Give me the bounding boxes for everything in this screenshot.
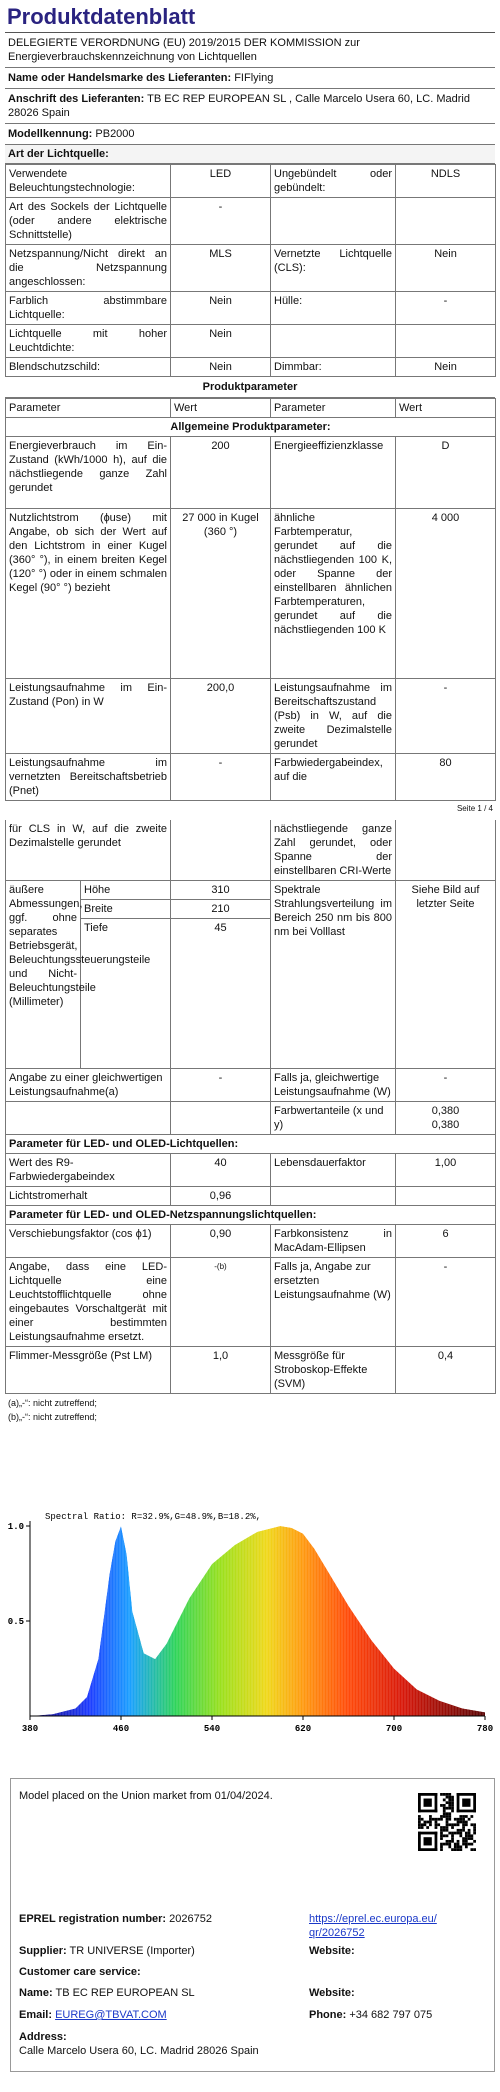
table-row bbox=[6, 292, 496, 325]
page-number: Seite 1 / 4 bbox=[456, 804, 493, 813]
life-label: Lebensdauerfaktor bbox=[271, 1154, 396, 1187]
phone-value: +34 682 797 075 bbox=[349, 2009, 433, 2021]
page-title: Produktdatenblatt bbox=[5, 0, 495, 33]
table-cell: NDLS bbox=[396, 165, 496, 198]
table-cell: Dimmbar: bbox=[271, 358, 396, 377]
table-row bbox=[6, 165, 496, 198]
params-table bbox=[5, 398, 496, 801]
col-param: Parameter bbox=[6, 399, 171, 418]
params-header-row bbox=[6, 399, 496, 418]
table-cell: - bbox=[396, 292, 496, 325]
maint-value: 0,96 bbox=[171, 1187, 271, 1206]
mains-section: Parameter für LED- und OLED-Netzspannungslichtquellen: bbox=[6, 1206, 496, 1225]
macadam-value: 6 bbox=[396, 1225, 496, 1258]
table-cell: Lichtquelle mit hoher Leuchtdichte: bbox=[6, 325, 171, 358]
spectral-chart bbox=[0, 1506, 500, 1756]
footnote-a: (a)„-“: nicht zutreffend; bbox=[8, 1398, 97, 1408]
table-row bbox=[6, 437, 496, 509]
r9-value: 40 bbox=[171, 1154, 271, 1187]
table-cell: Ungebündelt oder gebündelt: bbox=[271, 165, 396, 198]
light-source-table bbox=[5, 164, 496, 377]
dim-key: Tiefe bbox=[81, 919, 171, 1069]
params-table-cont bbox=[5, 820, 496, 1394]
eprel-link[interactable]: https://eprel.ec.europa.eu/qr/2026752 bbox=[309, 1913, 437, 1939]
table-cell: Netzspannung/Nicht direkt an die Netzspannung angeschlossen: bbox=[6, 245, 171, 292]
y-tick-label: 1.0 bbox=[7, 1522, 24, 1532]
table-cell: D bbox=[396, 437, 496, 509]
dims-label: äußere Abmessungen, ggf. ohne separates Betriebsgerät, Beleuchtungssteuerungsteile und Nicht-Beleuchtungsteile (Millimeter) bbox=[6, 881, 81, 1069]
table-cell: Nein bbox=[171, 325, 271, 358]
table-row bbox=[6, 679, 496, 754]
life-value: 1,00 bbox=[396, 1154, 496, 1187]
supplier-address-label: Anschrift des Lieferanten: bbox=[8, 93, 145, 105]
params-title: Produktparameter bbox=[5, 377, 495, 398]
dim-value: 310 bbox=[171, 881, 271, 900]
care-name-row: Name: TB EC REP EUROPEAN SL bbox=[19, 1987, 195, 1999]
x-tick-label: 780 bbox=[476, 1724, 494, 1734]
model-label: Modellkennung: bbox=[8, 128, 93, 140]
table-cell: Verwendete Beleuchtungstechnologie: bbox=[6, 165, 171, 198]
table-cell: 80 bbox=[396, 754, 496, 801]
table-cell: Leistungsaufnahme im Ein-Zustand (Pon) in W bbox=[6, 679, 171, 754]
model-row bbox=[5, 124, 495, 145]
col-value: Wert bbox=[171, 399, 271, 418]
dim-key: Höhe bbox=[81, 881, 171, 900]
cont-label-2: nächstliegende ganze Zahl gerundet, oder Spanne der einstellbaren CRI-Werte bbox=[271, 820, 396, 881]
supplier-value: TR UNIVERSE (Importer) bbox=[69, 1945, 195, 1957]
table-cell: ähnliche Farbtemperatur, gerundet auf die nächstliegenden 100 K, oder Spanne der einstellbaren ähnlichen Farbtemperaturen, gerundet auf die nächstliegenden 100 K bbox=[271, 509, 396, 679]
x-tick-label: 620 bbox=[294, 1724, 312, 1734]
table-row bbox=[6, 325, 496, 358]
supplier-address-row bbox=[5, 89, 495, 124]
footnote-b: (b)„-“: nicht zutreffend; bbox=[8, 1412, 97, 1422]
svm-value: 0,4 bbox=[396, 1347, 496, 1394]
x-tick-label: 540 bbox=[203, 1724, 221, 1734]
chroma-values: 0,380 0,380 bbox=[396, 1102, 496, 1135]
general-section: Allgemeine Produktparameter: bbox=[6, 418, 496, 437]
table-cell bbox=[396, 325, 496, 358]
x-tick-label: 700 bbox=[385, 1724, 403, 1734]
chart-title: Spectral Ratio: R=32.9%,G=48.9%,B=18.2%, bbox=[45, 1512, 262, 1522]
table-cell: 200,0 bbox=[171, 679, 271, 754]
x-tick-label: 460 bbox=[112, 1724, 130, 1734]
website-label: Website: bbox=[309, 1945, 355, 1957]
cos-value: 0,90 bbox=[171, 1225, 271, 1258]
datasheet bbox=[5, 0, 495, 1426]
equiv-value: - bbox=[171, 1069, 271, 1102]
col-param-2: Parameter bbox=[271, 399, 396, 418]
table-cell: Blendschutzschild: bbox=[6, 358, 171, 377]
table-cell: LED bbox=[171, 165, 271, 198]
table-row bbox=[6, 358, 496, 377]
model-value: PB2000 bbox=[95, 128, 135, 140]
macadam-label: Farbkonsistenz in MacAdam-Ellipsen bbox=[271, 1225, 396, 1258]
table-cell bbox=[271, 325, 396, 358]
table-cell: Nein bbox=[396, 358, 496, 377]
table-row bbox=[6, 245, 496, 292]
svm-label: Messgröße für Stroboskop-Effekte (SVM) bbox=[271, 1347, 396, 1394]
table-row bbox=[6, 198, 496, 245]
phone-row: Phone: +34 682 797 075 bbox=[309, 2009, 433, 2021]
maint-label: Lichtstromerhalt bbox=[6, 1187, 171, 1206]
replace-label-2: Falls ja, Angabe zur ersetzten Leistungsaufnahme (W) bbox=[271, 1258, 396, 1347]
placed-text: Model placed on the Union market from 01/04/2024. bbox=[19, 1790, 273, 1802]
table-cell bbox=[271, 198, 396, 245]
replace-value: -(b) bbox=[171, 1258, 271, 1347]
supplier-name-label: Name oder Handelsmarke des Lieferanten: bbox=[8, 72, 232, 84]
dim-value: 210 bbox=[171, 900, 271, 919]
eprel-reg-value: 2026752 bbox=[169, 1913, 212, 1925]
equiv-label: Angabe zu einer gleichwertigen Leistungsaufnahme(a) bbox=[6, 1069, 171, 1102]
cont-label-1: für CLS in W, auf die zweite Dezimalstelle gerundet bbox=[6, 820, 171, 881]
table-row bbox=[6, 509, 496, 679]
table-cell: Vernetzte Lichtquelle (CLS): bbox=[271, 245, 396, 292]
dim-value: 45 bbox=[171, 919, 271, 1069]
website-label-2: Website: bbox=[309, 1987, 355, 1999]
address-label: Address: bbox=[19, 2031, 67, 2043]
col-value-2: Wert bbox=[396, 399, 496, 418]
dim-key: Breite bbox=[81, 900, 171, 919]
regulation-text: DELEGIERTE VERORDNUNG (EU) 2019/2015 DER KOMMISSION zur Energieverbrauchskennzeichnung von Lichtquellen bbox=[5, 33, 495, 68]
eprel-box bbox=[10, 1778, 495, 2072]
table-cell: Art des Sockels der Lichtquelle (oder andere elektrische Schnittstelle) bbox=[6, 198, 171, 245]
table-cell: Nutzlichtstrom (ɸuse) mit Angabe, ob sich der Wert auf den Lichtstrom in einer Kugel (360° °), in einem breiten Kegel (120° °) oder in einem schmalen Kegel (90° °) bezieht bbox=[6, 509, 171, 679]
table-cell: MLS bbox=[171, 245, 271, 292]
address-value: Calle Marcelo Usera 60, LC. Madrid 28026 Spain bbox=[19, 2045, 259, 2057]
table-cell: Nein bbox=[171, 358, 271, 377]
replace-label: Angabe, dass eine LED-Lichtquelle eine Leuchtstofflichtquelle ohne eingebautes Vorschaltgerät mit einer bestimmten Leistungsaufnahme ersetzt. bbox=[6, 1258, 171, 1347]
r9-label: Wert des R9-Farbwiedergabeindex bbox=[6, 1154, 171, 1187]
x-tick-label: 380 bbox=[21, 1724, 39, 1734]
table-cell: Energieverbrauch im Ein-Zustand (kWh/1000 h), auf die nächstliegende ganze Zahl gerundet bbox=[6, 437, 171, 509]
table-cell: 4 000 bbox=[396, 509, 496, 679]
table-cell: Leistungsaufnahme im Bereitschaftszustand (Psb) in W, auf die zweite Dezimalstelle gerundet bbox=[271, 679, 396, 754]
table-cell: - bbox=[171, 198, 271, 245]
table-cell: Energieeffizienzklasse bbox=[271, 437, 396, 509]
supplier-name-value: FIFlying bbox=[234, 72, 274, 84]
table-cell: 200 bbox=[171, 437, 271, 509]
table-cell: Nein bbox=[396, 245, 496, 292]
table-cell: Nein bbox=[171, 292, 271, 325]
flicker-label: Flimmer-Messgröße (Pst LM) bbox=[6, 1347, 171, 1394]
email-row: Email: EUREG@TBVAT.COM bbox=[19, 2009, 167, 2021]
supplier-address-value: TB EC REP EUROPEAN SL , Calle Marcelo Usera 60, LC. Madrid 28026 Spain bbox=[8, 93, 470, 119]
table-cell: Leistungsaufnahme im vernetzten Bereitschaftsbetrieb (Pnet) bbox=[6, 754, 171, 801]
table-cell: - bbox=[171, 754, 271, 801]
flicker-value: 1,0 bbox=[171, 1347, 271, 1394]
led-section: Parameter für LED- und OLED-Lichtquellen: bbox=[6, 1135, 496, 1154]
equiv-value-2: - bbox=[396, 1069, 496, 1102]
care-name-value: TB EC REP EUROPEAN SL bbox=[55, 1987, 195, 1999]
table-row bbox=[6, 754, 496, 801]
table-cell: - bbox=[396, 679, 496, 754]
table-cell bbox=[396, 198, 496, 245]
customer-care-label: Customer care service: bbox=[19, 1966, 141, 1978]
cos-label: Verschiebungsfaktor (cos ϕ1) bbox=[6, 1225, 171, 1258]
supplier-row: Supplier: TR UNIVERSE (Importer) bbox=[19, 1945, 195, 1957]
table-cell: 27 000 in Kugel (360 °) bbox=[171, 509, 271, 679]
footnotes bbox=[5, 1394, 495, 1426]
chroma-label: Farbwertanteile (x und y) bbox=[271, 1102, 396, 1135]
qr-code-icon[interactable] bbox=[418, 1793, 476, 1851]
supplier-name-row bbox=[5, 68, 495, 89]
eprel-reg: EPREL registration number: 2026752 bbox=[19, 1913, 212, 1925]
email-link[interactable]: EUREG@TBVAT.COM bbox=[55, 2009, 167, 2021]
replace-value-2: - bbox=[396, 1258, 496, 1347]
spectral-label: Spektrale Strahlungsverteilung im Bereich 250 nm bis 800 nm bei Volllast bbox=[271, 881, 396, 1069]
table-cell: Farbwiedergabeindex, auf die bbox=[271, 754, 396, 801]
spectral-value: Siehe Bild auf letzter Seite bbox=[396, 881, 496, 1069]
table-cell: Farblich abstimmbare Lichtquelle: bbox=[6, 292, 171, 325]
y-tick-label: 0.5 bbox=[7, 1617, 24, 1627]
equiv-label-2: Falls ja, gleichwertige Leistungsaufnahme (W) bbox=[271, 1069, 396, 1102]
table-cell: Hülle: bbox=[271, 292, 396, 325]
light-source-section: Art der Lichtquelle: bbox=[5, 145, 495, 164]
